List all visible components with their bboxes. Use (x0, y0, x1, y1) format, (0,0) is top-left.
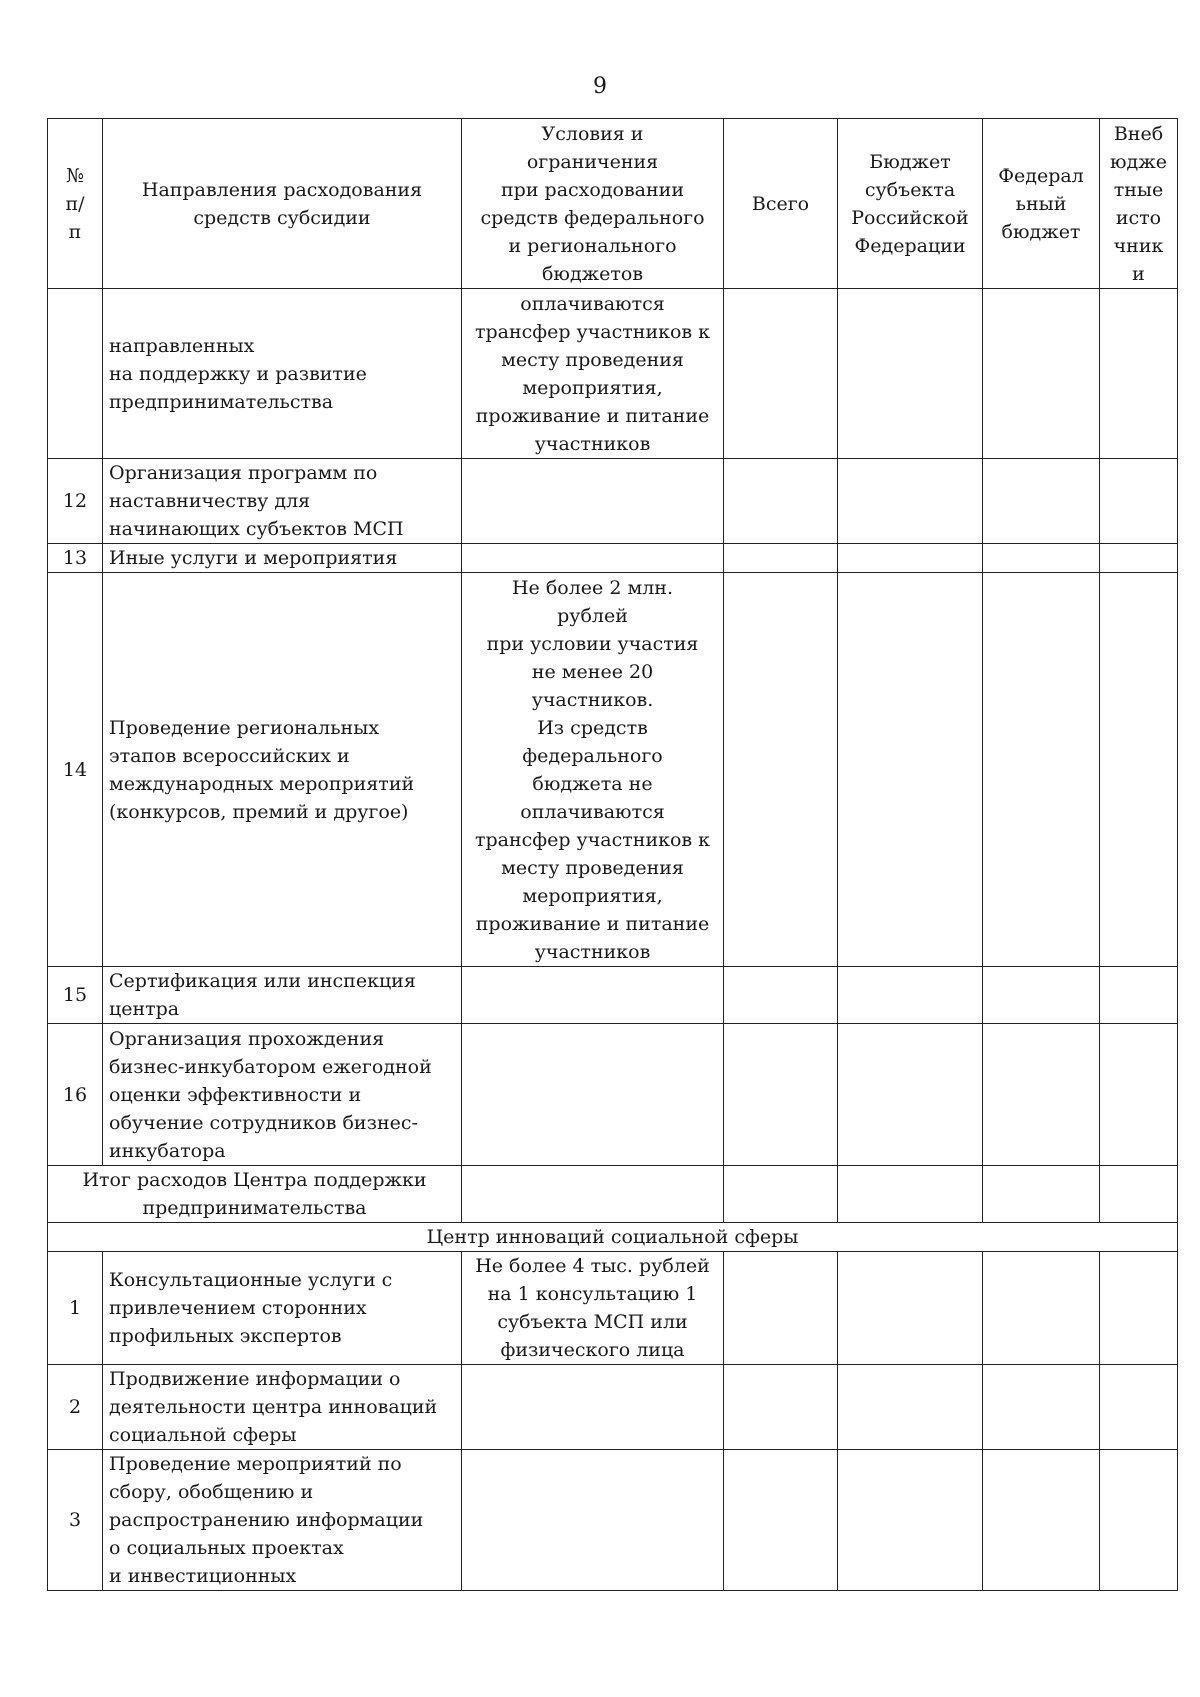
row-direction: направленных на поддержку и развитие предпринимательства (103, 289, 462, 459)
row-conditions (462, 1024, 724, 1166)
row-num: 3 (48, 1450, 103, 1591)
header-num: № п/ п (48, 119, 103, 289)
total-row-label: Итог расходов Центра поддержки предпринимательства (48, 1166, 462, 1223)
row-regional-cell (838, 544, 983, 573)
total-regional-cell (838, 1166, 983, 1223)
section-title: Центр инноваций социальной сферы (48, 1223, 1178, 1252)
row-regional-cell (838, 1450, 983, 1591)
row-federal-cell (983, 967, 1100, 1024)
row-regional-cell (838, 1252, 983, 1365)
row-total-cell (724, 1024, 838, 1166)
row-num: 15 (48, 967, 103, 1024)
row-regional-cell (838, 573, 983, 967)
row-federal-cell (983, 573, 1100, 967)
row-direction: Проведение региональных этапов всероссийских и международных мероприятий (конкурсов, премий и другое) (103, 573, 462, 967)
row-num: 2 (48, 1365, 103, 1450)
row-total-cell (724, 459, 838, 544)
page-number: 9 (593, 74, 607, 99)
row-conditions (462, 967, 724, 1024)
row-offbudget-cell (1100, 573, 1178, 967)
header-conditions: Условия и ограничения при расходовании средств федерального и регионального бюджетов (462, 119, 724, 289)
row-direction: Организация прохождения бизнес-инкубатором ежегодной оценки эффективности и обучение сотрудников бизнес- инкубатора (103, 1024, 462, 1166)
row-regional-cell (838, 967, 983, 1024)
row-regional-cell (838, 1024, 983, 1166)
header-regional-budget: Бюджет субъекта Российской Федерации (838, 119, 983, 289)
row-regional-cell (838, 289, 983, 459)
table-row (48, 573, 1178, 967)
row-total-cell (724, 573, 838, 967)
row-regional-cell (838, 1365, 983, 1450)
section-header-row (48, 1223, 1178, 1252)
total-total-cell (724, 1166, 838, 1223)
table-row (48, 1252, 1178, 1365)
table-header-row (48, 119, 1178, 289)
row-num (48, 289, 103, 459)
row-direction: Проведение мероприятий по сбору, обобщению и распространению информации о социальных проектах и инвестиционных (103, 1450, 462, 1591)
table-row (48, 544, 1178, 573)
row-num: 16 (48, 1024, 103, 1166)
row-num: 12 (48, 459, 103, 544)
row-num: 14 (48, 573, 103, 967)
row-federal-cell (983, 544, 1100, 573)
header-federal-budget: Федерал ьный бюджет (983, 119, 1100, 289)
row-conditions: оплачиваются трансфер участников к месту проведения мероприятия, проживание и питание участников (462, 289, 724, 459)
total-federal-cell (983, 1166, 1100, 1223)
row-num: 13 (48, 544, 103, 573)
row-conditions (462, 544, 724, 573)
row-federal-cell (983, 1024, 1100, 1166)
row-federal-cell (983, 1450, 1100, 1591)
row-total-cell (724, 289, 838, 459)
table-row (48, 1365, 1178, 1450)
table-row (48, 967, 1178, 1024)
row-total-cell (724, 1365, 838, 1450)
row-num: 1 (48, 1252, 103, 1365)
header-offbudget-sources: Внеб юдже тные исто чник и (1100, 119, 1178, 289)
row-offbudget-cell (1100, 1252, 1178, 1365)
row-direction: Организация программ по наставничеству для начинающих субъектов МСП (103, 459, 462, 544)
row-federal-cell (983, 289, 1100, 459)
total-row (48, 1166, 1178, 1223)
row-federal-cell (983, 459, 1100, 544)
row-conditions (462, 1365, 724, 1450)
row-regional-cell (838, 459, 983, 544)
row-total-cell (724, 1252, 838, 1365)
budget-table (47, 118, 1178, 1591)
row-offbudget-cell (1100, 459, 1178, 544)
row-total-cell (724, 544, 838, 573)
row-conditions: Не более 4 тыс. рублей на 1 консультацию 1 субъекта МСП или физического лица (462, 1252, 724, 1365)
total-conditions-cell (462, 1166, 724, 1223)
header-direction: Направления расходования средств субсидии (103, 119, 462, 289)
row-conditions: Не более 2 млн. рублей при условии участия не менее 20 участников. Из средств федерального бюджета не оплачиваются трансфер участников к месту проведения мероприятия, проживание и питание участников (462, 573, 724, 967)
total-offbudget-cell (1100, 1166, 1178, 1223)
row-offbudget-cell (1100, 289, 1178, 459)
row-conditions (462, 459, 724, 544)
row-direction: Консультационные услуги с привлечением сторонних профильных экспертов (103, 1252, 462, 1365)
row-direction: Сертификация или инспекция центра (103, 967, 462, 1024)
row-conditions (462, 1450, 724, 1591)
row-total-cell (724, 967, 838, 1024)
row-direction: Продвижение информации о деятельности центра инноваций социальной сферы (103, 1365, 462, 1450)
table-row (48, 289, 1178, 459)
row-total-cell (724, 1450, 838, 1591)
row-federal-cell (983, 1365, 1100, 1450)
row-offbudget-cell (1100, 544, 1178, 573)
row-offbudget-cell (1100, 967, 1178, 1024)
row-offbudget-cell (1100, 1450, 1178, 1591)
row-offbudget-cell (1100, 1365, 1178, 1450)
table-row (48, 1024, 1178, 1166)
row-federal-cell (983, 1252, 1100, 1365)
table-row (48, 1450, 1178, 1591)
table-row (48, 459, 1178, 544)
header-total: Всего (724, 119, 838, 289)
row-offbudget-cell (1100, 1024, 1178, 1166)
row-direction: Иные услуги и мероприятия (103, 544, 462, 573)
